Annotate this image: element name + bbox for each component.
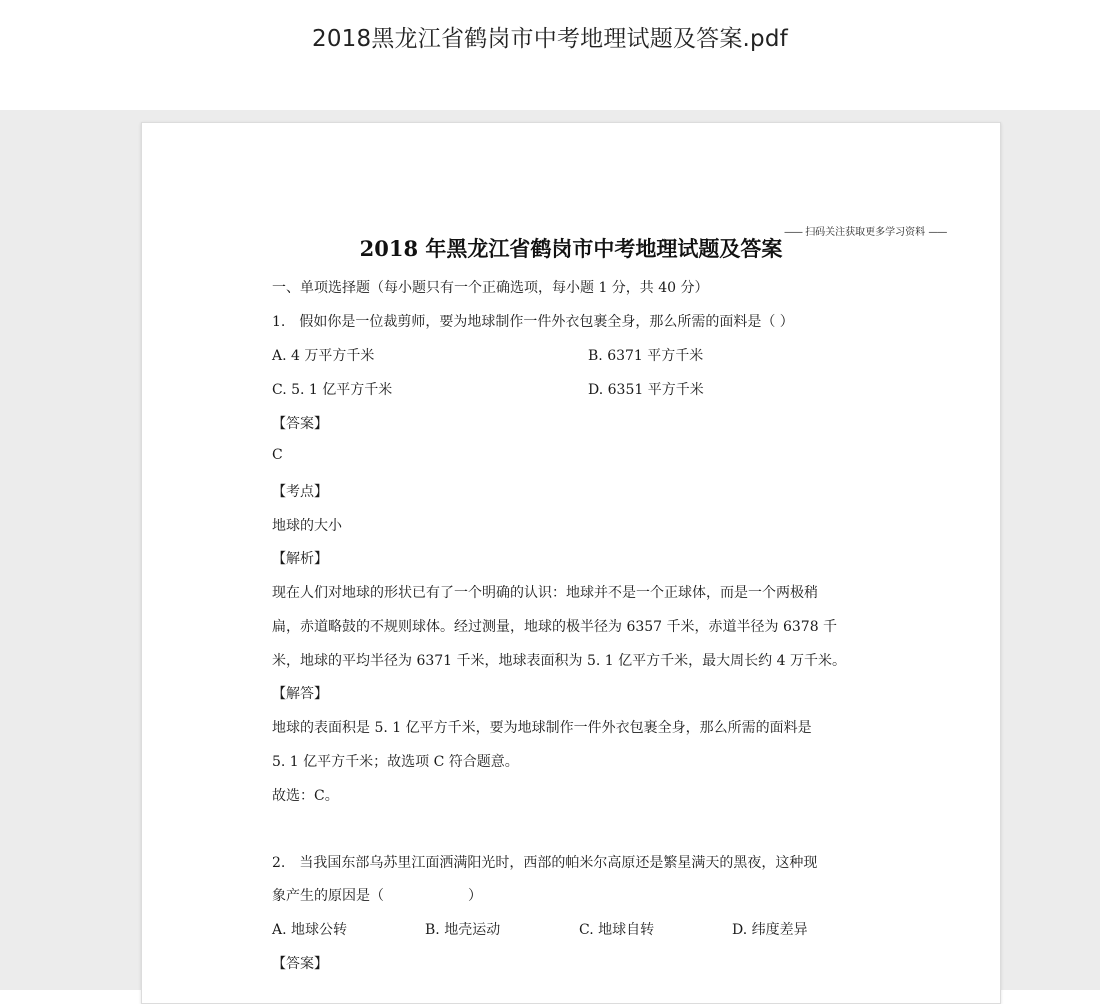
question-2-stem-line: 2. 当我国东部乌苏里江面洒满阳光时，西部的帕米尔高原还是繁星满天的黑夜，这种现	[272, 855, 818, 871]
promo-label: 扫码关注获取更多学习资料	[805, 227, 926, 238]
section-heading: 一、单项选择题（每小题只有一个正确选项，每小题 1 分，共 40 分）	[272, 280, 709, 296]
question-1-analysis-line: 现在人们对地球的形状已有了一个明确的认识：地球并不是一个正球体，而是一个两极稍	[272, 585, 818, 601]
title-bar	[0, 0, 1100, 110]
question-1-analysis-line: 扁，赤道略鼓的不规则球体。经过测量，地球的极半径为 6357 千米，赤道半径为 6378 千	[272, 619, 838, 635]
question-1-solution-line: 故选：C。	[272, 788, 339, 804]
pdf-page	[141, 122, 1001, 1004]
question-2-answer-label: 【答案】	[272, 956, 328, 972]
question-1-answer: C	[272, 447, 283, 463]
exam-heading: 2018 年黑龙江省鹤岗市中考地理试题及答案	[359, 236, 783, 261]
question-1-option-c: C. 5. 1 亿平方千米	[272, 382, 393, 398]
pdf-viewer[interactable]	[0, 110, 1100, 990]
question-1-stem: 1. 假如你是一位裁剪师，要为地球制作一件外衣包裹全身，那么所需的面料是（ ）	[272, 314, 794, 330]
question-1-analysis-line: 米，地球的平均半径为 6371 千米，地球表面积为 5. 1 亿平方千米，最大周长约 4 万千米。	[272, 653, 846, 669]
question-1-option-b: B. 6371 平方千米	[588, 348, 704, 364]
promo-dash-left: ——	[784, 227, 802, 238]
question-2-option-d: D. 纬度差异	[732, 922, 808, 938]
question-1-point-label: 【考点】	[272, 484, 328, 500]
question-1-option-d: D. 6351 平方千米	[588, 382, 704, 398]
question-2-option-c: C. 地球自转	[579, 922, 655, 938]
document-title: 2018黑龙江省鹤岗市中考地理试题及答案.pdf	[312, 26, 788, 52]
question-1-solution-line: 5. 1 亿平方千米；故选项 C 符合题意。	[272, 754, 519, 770]
promo-dash-right: ——	[928, 227, 947, 238]
question-1-solution-line: 地球的表面积是 5. 1 亿平方千米，要为地球制作一件外衣包裹全身，那么所需的面料是	[272, 720, 812, 736]
question-1-analysis-label: 【解析】	[272, 551, 328, 567]
question-1-option-a: A. 4 万平方千米	[272, 348, 375, 364]
question-1-answer-label: 【答案】	[272, 416, 328, 432]
question-2-option-b: B. 地壳运动	[425, 922, 501, 938]
question-1-point: 地球的大小	[272, 518, 342, 534]
question-2-stem-line: 象产生的原因是（ ）	[272, 888, 482, 904]
question-1-solution-label: 【解答】	[272, 686, 328, 702]
question-2-option-a: A. 地球公转	[272, 922, 348, 938]
